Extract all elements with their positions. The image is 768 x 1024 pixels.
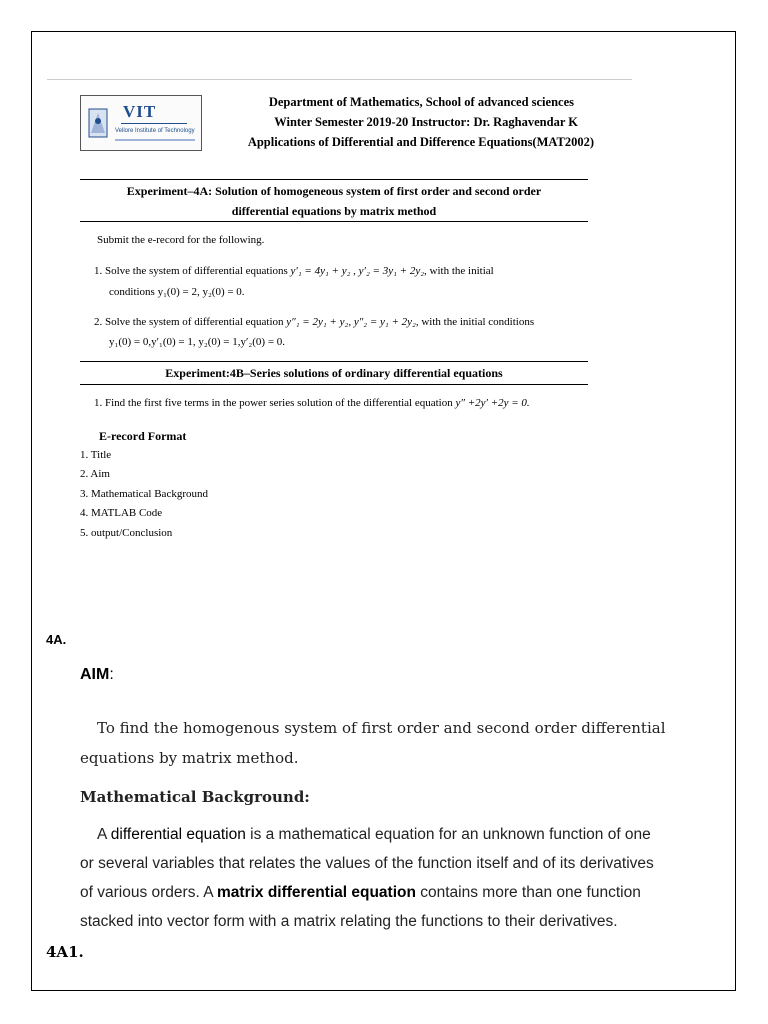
experiment-4a-title: Experiment–4A: Solution of homogeneous system of first order and second order differential equations by matrix method [126, 184, 542, 218]
question-4b-1: 1. Find the first five terms in the power series solution of the differential equation y″ +2y′ +2y = 0. [94, 397, 530, 409]
math-background-heading: Mathematical Background: [80, 788, 310, 806]
course-line: Applications of Differential and Difference Equations(MAT2002) [247, 135, 594, 149]
erecord-heading: E-record Format [99, 429, 187, 443]
logo-wordmark: VIT [123, 102, 157, 121]
experiment-4b-title: Experiment:4B–Series solutions of ordinary differential equations [165, 366, 503, 380]
erecord-item: 4. MATLAB Code [80, 507, 163, 519]
erecord-item: 3. Mathematical Background [80, 488, 208, 500]
question-1: 1. Solve the system of differential equations y′₁ = 4y₁ + y₂ , y′₂ = 3y₁ + 2y₂, with the initial [94, 265, 494, 277]
aim-text-line: To find the homogenous system of first order and second order differential [97, 719, 666, 737]
vit-logo [80, 95, 202, 151]
question-2-conditions: y₁(0) = 0,y′₁(0) = 1, y₂(0) = 1,y′₂(0) = 0. [109, 336, 286, 348]
rule [80, 179, 588, 180]
rule [80, 221, 588, 222]
question-1-conditions: conditions y₁(0) = 2, y₂(0) = 0. [109, 286, 245, 298]
university-emblem-icon [87, 103, 109, 143]
rule [80, 384, 588, 385]
rule [80, 361, 588, 362]
question-2: 2. Solve the system of differential equation y″₁ = 2y₁ + y₂, y″₂ = y₁ + 2y₂, with the initial conditions [94, 316, 535, 328]
term-matrix-differential-equation: matrix differential equation [217, 884, 416, 901]
term-differential-equation: differential equation [110, 826, 246, 843]
submit-instruction: Submit the e-record for the following. [97, 234, 265, 246]
math-background-line: or several variables that relates the values of the function itself and of its derivatives [80, 855, 654, 872]
aim-heading: AIM: [80, 666, 114, 683]
subsection-label: 4A1. [46, 943, 84, 961]
math-background-line: stacked into vector form with a matrix relating the functions to their derivatives. [80, 913, 618, 930]
logo-subtext: Vellore Institute of Technology [115, 128, 195, 134]
math-background-line: A differential equation is a mathematical equation for an unknown function of one [97, 826, 651, 843]
erecord-item: 1. Title [80, 449, 112, 461]
erecord-item: 2. Aim [80, 468, 110, 480]
department-line: Department of Mathematics, School of advanced sciences [268, 95, 574, 109]
erecord-item: 5. output/Conclusion [80, 527, 173, 539]
semester-line: Winter Semester 2019-20 Instructor: Dr. Raghavendar K [274, 115, 578, 129]
math-background-line: of various orders. A matrix differential equation contains more than one function [80, 884, 641, 901]
section-label: 4A. [46, 632, 67, 647]
aim-text-line: equations by matrix method. [80, 749, 299, 767]
